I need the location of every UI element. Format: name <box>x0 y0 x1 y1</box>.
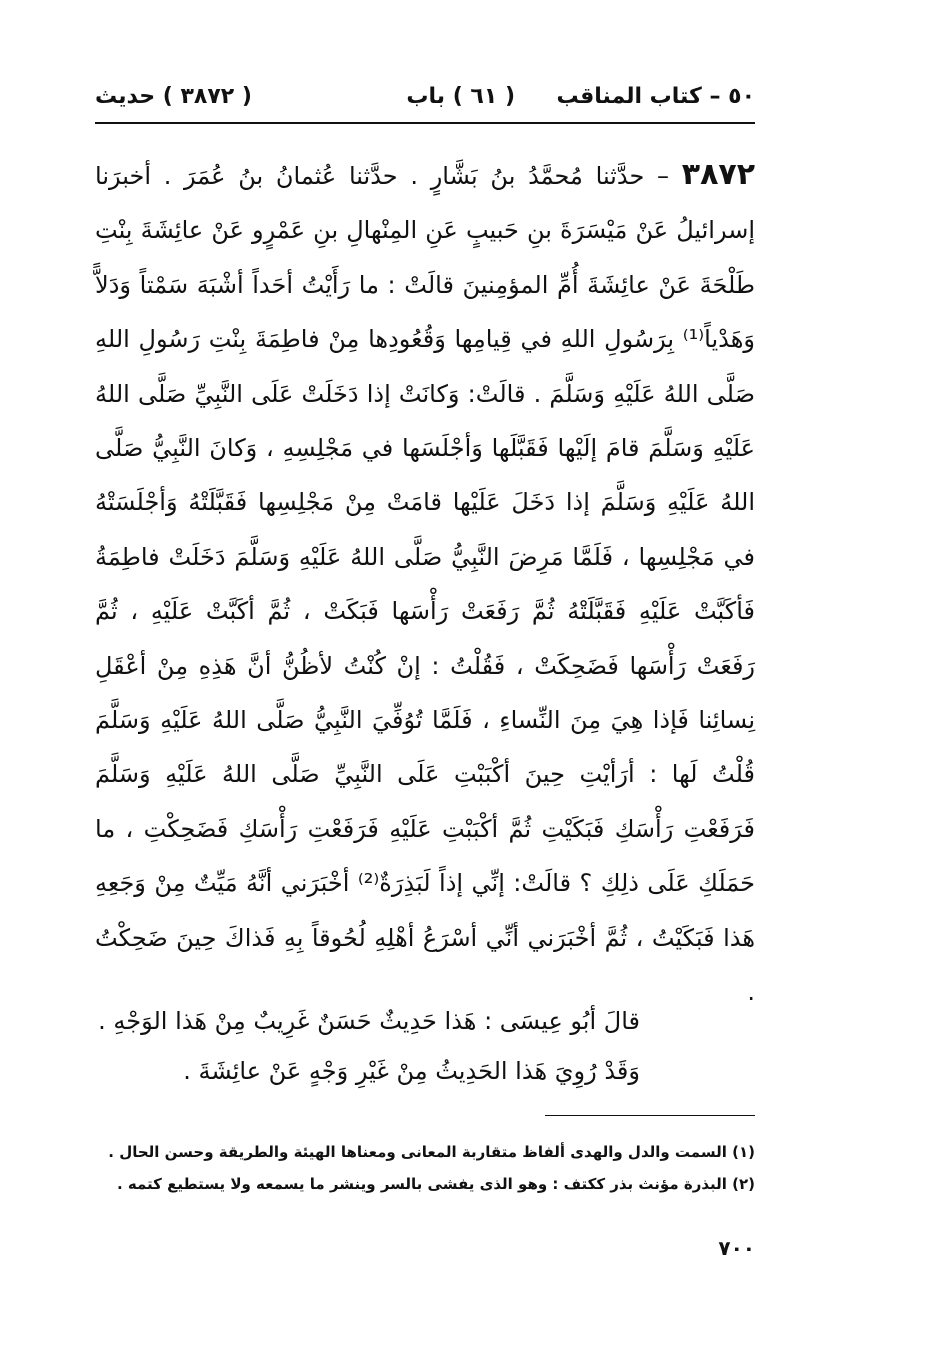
hadith-body <box>95 148 755 1020</box>
footnotes <box>95 1136 755 1200</box>
hadith-text: – حدَّثنا مُحمَّدُ بنُ بَشَّارٍ . حدَّثنا عُثمانُ بنُ عُمَرَ . أخبرَنا إسرائيلُ عَنْ مَيْسَرَةَ بنِ حَبيبٍ عَنِ المِنْهالِ بنِ عَمْرٍو عَنْ عائِشَةَ بِنْتِ طَلْحَةَ عَنْ عائِشَةَ أُمِّ المؤمِنينَ قالَتْ : ما رَأَيْتُ أحَداً أشْبَهَ سَمْتاً وَدَلاًّ وَهَدْياً⁽¹⁾ بِرَسُولِ اللهِ في قِيامِها وَقُعُودِها مِنْ فاطِمَةَ بِنْتِ رَسُولِ اللهِ صَلَّى اللهُ عَلَيْهِ وَسَلَّمَ . قالَتْ: وَكانَتْ إذا دَخَلَتْ عَلَى النَّبِيِّ صَلَّى اللهُ عَلَيْهِ وَسَلَّمَ قامَ إلَيْها فَقَبَّلَها وَأجْلَسَها في مَجْلِسِهِ ، وَكانَ النَّبِيُّ صَلَّى اللهُ عَلَيْهِ وَسَلَّمَ إذا دَخَلَ عَلَيْها قامَتْ مِنْ مَجْلِسِها فَقَبَّلَتْهُ وَأجْلَسَتْهُ في مَجْلِسِها ، فَلَمَّا مَرِضَ النَّبِيُّ صَلَّى اللهُ عَلَيْهِ وَسَلَّمَ دَخَلَتْ فاطِمَةُ فَأكَبَّتْ عَلَيْهِ فَقَبَّلَتْهُ ثُمَّ رَفَعَتْ رَأْسَها فَبَكَتْ ، ثُمَّ أكَبَّتْ عَلَيْهِ ، ثُمَّ رَفَعَتْ رَأْسَها فَضَحِكَتْ ، فَقُلْتُ : إنْ كُنْتُ لأظُنُّ أنَّ هَذِهِ مِنْ أعْقَلِ نِسائِنا فَإذا هِيَ مِنَ النِّساءِ ، فَلَمَّا تُوُفِّيَ النَّبِيُّ صَلَّى اللهُ عَلَيْهِ وَسَلَّمَ قُلْتُ لَها : أرَأيْتِ حِينَ أكْبَبْتِ عَلَى النَّبِيِّ صَلَّى اللهُ عَلَيْهِ وَسَلَّمَ فَرَفَعْتِ رَأْسَكِ فَبَكَيْتِ ثُمَّ أكْبَبْتِ عَلَيْهِ فَرَفَعْتِ رَأْسَكِ فَضَحِكْتِ ، ما حَمَلَكِ عَلَى ذلِكِ ؟ قالَتْ: إنِّي إذاً لَبَذِرَةٌ⁽²⁾ أخْبَرَني أنَّهُ مَيِّتٌ مِنْ وَجَعِهِ هَذا فَبَكَيْتُ ، ثُمَّ أخْبَرَني أنِّي أسْرَعُ أهْلِهِ لُحُوقاً بِهِ فَذاكَ حِينَ ضَحِكْتُ . <box>95 162 756 1007</box>
hadith-number: ٣٨٧٢ <box>681 157 756 192</box>
comment-line: وَقَدْ رُوِيَ هَذا الحَدِيثُ مِنْ غَيْرِ وَجْهٍ عَنْ عائِشَةَ . <box>183 1057 640 1085</box>
footnote-1: (١) السمت والدل والهدى ألفاظ متقاربة المعانى ومعناها الهيئة والطريقة وحسن الحال . <box>108 1143 755 1161</box>
page-number: ٧٠٠ <box>718 1236 755 1260</box>
comment-line: قالَ أبُو عِيسَى : هَذا حَدِيثٌ حَسَنٌ غَرِيبٌ مِنْ هَذا الوَجْهِ . <box>98 1007 640 1035</box>
author-comment <box>95 996 755 1096</box>
running-header <box>95 78 755 118</box>
footnote-rule <box>545 1115 755 1116</box>
header-book-title: ٥٠ – كتاب المناقب <box>556 84 755 109</box>
header-rule <box>95 122 755 124</box>
header-hadith-number: ( ٣٨٧٢ ) حديث <box>95 84 252 109</box>
footnote-2: (٢) البذرة مؤنث بذر ككتف : وهو الذى يفشى بالسر وينشر ما يسمعه ولا يستطيع كتمه . <box>116 1175 755 1193</box>
header-chapter: ( ٦١ ) باب <box>406 84 515 109</box>
